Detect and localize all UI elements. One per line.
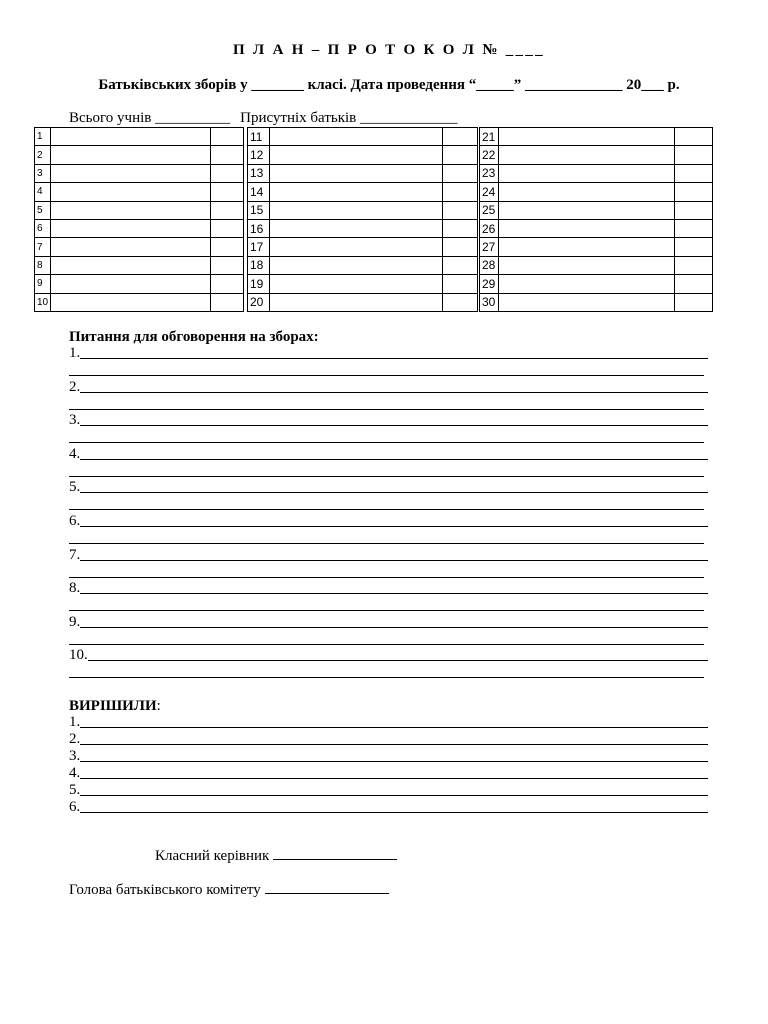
presence-mark-cell[interactable] <box>211 219 244 237</box>
item-number: 1. <box>69 345 81 361</box>
row-number: 23 <box>480 164 499 182</box>
row-number: 28 <box>480 256 499 274</box>
underline-rule <box>69 408 704 410</box>
underline-rule <box>80 458 708 460</box>
class-teacher-blank[interactable] <box>273 858 397 860</box>
presence-mark-cell[interactable] <box>211 164 244 182</box>
row-number: 9 <box>35 275 51 293</box>
underline-rule <box>88 659 708 661</box>
decisions-heading-colon: : <box>156 698 161 714</box>
parent-name-cell[interactable] <box>270 275 443 293</box>
row-number: 27 <box>480 238 499 256</box>
row-number: 16 <box>248 219 270 237</box>
presence-mark-cell[interactable] <box>443 238 478 256</box>
topic-continuation-line[interactable] <box>69 529 704 546</box>
attendance-table <box>34 127 713 312</box>
parent-name-cell[interactable] <box>270 219 443 237</box>
row-number: 25 <box>480 201 499 219</box>
parent-name-cell[interactable] <box>51 183 211 201</box>
topic-continuation-line[interactable] <box>69 563 704 580</box>
decision-line[interactable] <box>69 730 708 747</box>
topic-continuation-line[interactable] <box>69 630 704 647</box>
presence-mark-cell[interactable] <box>675 146 713 164</box>
row-number: 19 <box>248 275 270 293</box>
presence-mark-cell[interactable] <box>443 183 478 201</box>
presence-mark-cell[interactable] <box>211 293 244 311</box>
committee-head-label: Голова батьківського комітету <box>69 882 261 898</box>
presence-mark-cell[interactable] <box>675 293 713 311</box>
underline-rule <box>80 743 708 745</box>
decision-line[interactable] <box>69 798 708 815</box>
topic-line[interactable] <box>69 512 708 529</box>
topic-continuation-line[interactable] <box>69 361 704 378</box>
row-number: 7 <box>35 238 51 256</box>
class-teacher-label: Класний керівник <box>155 848 270 864</box>
underline-rule <box>80 794 708 796</box>
table-row <box>35 256 713 274</box>
underline-rule <box>69 508 704 510</box>
row-number: 10 <box>35 293 51 311</box>
presence-mark-cell[interactable] <box>211 146 244 164</box>
total-students-field[interactable]: Всього учнів __________ <box>69 110 231 126</box>
topic-line[interactable] <box>69 478 708 495</box>
presence-mark-cell[interactable] <box>443 146 478 164</box>
presence-mark-cell[interactable] <box>443 128 478 146</box>
table-row <box>35 238 713 256</box>
underline-rule <box>80 626 708 628</box>
parent-name-cell[interactable] <box>51 238 211 256</box>
row-number: 29 <box>480 275 499 293</box>
item-number: 3. <box>69 748 81 764</box>
table-row <box>35 275 713 293</box>
underline-rule <box>69 374 704 376</box>
parent-name-cell[interactable] <box>270 183 443 201</box>
topic-line[interactable] <box>69 445 708 462</box>
parent-name-cell[interactable] <box>270 256 443 274</box>
row-number: 30 <box>480 293 499 311</box>
underline-rule <box>80 726 708 728</box>
parent-name-cell[interactable] <box>270 128 443 146</box>
topic-line[interactable] <box>69 646 708 663</box>
presence-mark-cell[interactable] <box>211 201 244 219</box>
row-number: 5 <box>35 201 51 219</box>
presence-mark-cell[interactable] <box>675 275 713 293</box>
parent-name-cell[interactable] <box>51 201 211 219</box>
parent-name-cell[interactable] <box>499 256 675 274</box>
item-number: 5. <box>69 479 81 496</box>
parent-name-cell[interactable] <box>51 146 211 164</box>
item-number: 1. <box>69 714 81 730</box>
presence-mark-cell[interactable] <box>211 128 244 146</box>
presence-mark-cell[interactable] <box>211 238 244 256</box>
presence-mark-cell[interactable] <box>675 128 713 146</box>
counts-line <box>69 110 458 127</box>
row-number: 14 <box>248 183 270 201</box>
row-number: 18 <box>248 256 270 274</box>
presence-mark-cell[interactable] <box>211 183 244 201</box>
presence-mark-cell[interactable] <box>675 183 713 201</box>
item-number: 10. <box>69 647 88 664</box>
underline-rule <box>69 542 704 544</box>
parent-name-cell[interactable] <box>499 201 675 219</box>
decision-line[interactable] <box>69 713 708 730</box>
underline-rule <box>69 576 704 578</box>
underline-rule <box>80 559 708 561</box>
presence-mark-cell[interactable] <box>443 201 478 219</box>
row-number: 26 <box>480 219 499 237</box>
row-number: 6 <box>35 219 51 237</box>
underline-rule <box>80 491 708 493</box>
presence-mark-cell[interactable] <box>675 256 713 274</box>
class-teacher-signature <box>155 848 397 865</box>
row-number: 13 <box>248 164 270 182</box>
underline-rule <box>80 424 708 426</box>
presence-mark-cell[interactable] <box>443 293 478 311</box>
underline-rule <box>80 777 708 779</box>
table-row <box>35 164 713 182</box>
table-row <box>35 219 713 237</box>
topic-continuation-line[interactable] <box>69 395 704 412</box>
parent-name-cell[interactable] <box>499 293 675 311</box>
underline-rule <box>69 475 704 477</box>
presence-mark-cell[interactable] <box>443 256 478 274</box>
page-title: П Л А Н – П Р О Т О К О Л № ____ <box>233 42 545 58</box>
row-number: 22 <box>480 146 499 164</box>
underline-rule <box>69 441 704 443</box>
row-number: 12 <box>248 146 270 164</box>
underline-rule <box>80 760 708 762</box>
row-number: 15 <box>248 201 270 219</box>
topic-continuation-line[interactable] <box>69 596 704 613</box>
item-number: 3. <box>69 412 81 429</box>
presence-mark-cell[interactable] <box>675 238 713 256</box>
parent-name-cell[interactable] <box>51 219 211 237</box>
decision-line[interactable] <box>69 764 708 781</box>
row-number: 11 <box>248 128 270 146</box>
parent-name-cell[interactable] <box>51 164 211 182</box>
parent-name-cell[interactable] <box>51 256 211 274</box>
topics-heading: Питання для обговорення на зборах: <box>69 329 319 345</box>
underline-rule <box>69 643 704 645</box>
underline-rule <box>69 676 704 678</box>
row-number: 3 <box>35 164 51 182</box>
parent-name-cell[interactable] <box>499 146 675 164</box>
underline-rule <box>80 525 708 527</box>
table-row <box>35 146 713 164</box>
row-number: 2 <box>35 146 51 164</box>
topic-continuation-line[interactable] <box>69 462 704 479</box>
topic-continuation-line[interactable] <box>69 663 704 680</box>
parent-name-cell[interactable] <box>499 183 675 201</box>
table-row <box>35 128 713 146</box>
row-number: 21 <box>480 128 499 146</box>
presence-mark-cell[interactable] <box>443 219 478 237</box>
underline-rule <box>80 592 708 594</box>
topic-line[interactable] <box>69 613 708 630</box>
presence-mark-cell[interactable] <box>211 256 244 274</box>
item-number: 6. <box>69 513 81 529</box>
row-number: 4 <box>35 183 51 201</box>
topic-continuation-line[interactable] <box>69 495 704 512</box>
row-number: 1 <box>35 128 51 146</box>
parent-name-cell[interactable] <box>499 128 675 146</box>
topic-line[interactable] <box>69 546 708 563</box>
table-row <box>35 293 713 311</box>
parent-name-cell[interactable] <box>270 238 443 256</box>
item-number: 5. <box>69 782 81 798</box>
table-row <box>35 183 713 201</box>
presence-mark-cell[interactable] <box>443 275 478 293</box>
item-number: 4. <box>69 445 81 462</box>
underline-rule <box>80 811 708 813</box>
presence-mark-cell[interactable] <box>443 164 478 182</box>
parent-name-cell[interactable] <box>270 146 443 164</box>
parent-name-cell[interactable] <box>51 128 211 146</box>
topic-line[interactable] <box>69 344 708 361</box>
meeting-subtitle: Батьківських зборів у _______ класі. Дата проведення “_____” _____________ 20___ р. <box>98 77 680 93</box>
parent-name-cell[interactable] <box>499 219 675 237</box>
item-number: 7. <box>69 546 81 563</box>
committee-head-signature <box>69 882 389 899</box>
row-number: 20 <box>248 293 270 311</box>
present-parents-field[interactable]: Присутніх батьків _____________ <box>240 110 458 126</box>
row-number: 17 <box>248 238 270 256</box>
presence-mark-cell[interactable] <box>675 219 713 237</box>
parent-name-cell[interactable] <box>499 238 675 256</box>
parent-name-cell[interactable] <box>51 293 211 311</box>
parent-name-cell[interactable] <box>270 164 443 182</box>
item-number: 9. <box>69 613 81 630</box>
item-number: 2. <box>69 731 81 747</box>
table-row <box>35 201 713 219</box>
item-number: 2. <box>69 378 81 395</box>
item-number: 4. <box>69 765 81 781</box>
topic-continuation-line[interactable] <box>69 428 704 445</box>
parent-name-cell[interactable] <box>270 293 443 311</box>
item-number: 6. <box>69 799 81 815</box>
presence-mark-cell[interactable] <box>675 201 713 219</box>
parent-name-cell[interactable] <box>270 201 443 219</box>
underline-rule <box>80 357 708 359</box>
row-number: 8 <box>35 256 51 274</box>
presence-mark-cell[interactable] <box>211 275 244 293</box>
committee-head-blank[interactable] <box>265 892 389 894</box>
underline-rule <box>69 609 704 611</box>
decisions-heading-text: ВИРІШИЛИ <box>69 698 157 714</box>
parent-name-cell[interactable] <box>499 275 675 293</box>
parent-name-cell[interactable] <box>499 164 675 182</box>
topic-line[interactable] <box>69 378 708 395</box>
topic-line[interactable] <box>69 579 708 596</box>
item-number: 8. <box>69 580 81 597</box>
decision-line[interactable] <box>69 781 708 798</box>
topic-line[interactable] <box>69 411 708 428</box>
row-number: 24 <box>480 183 499 201</box>
parent-name-cell[interactable] <box>51 275 211 293</box>
underline-rule <box>80 391 708 393</box>
decision-line[interactable] <box>69 747 708 764</box>
presence-mark-cell[interactable] <box>675 164 713 182</box>
